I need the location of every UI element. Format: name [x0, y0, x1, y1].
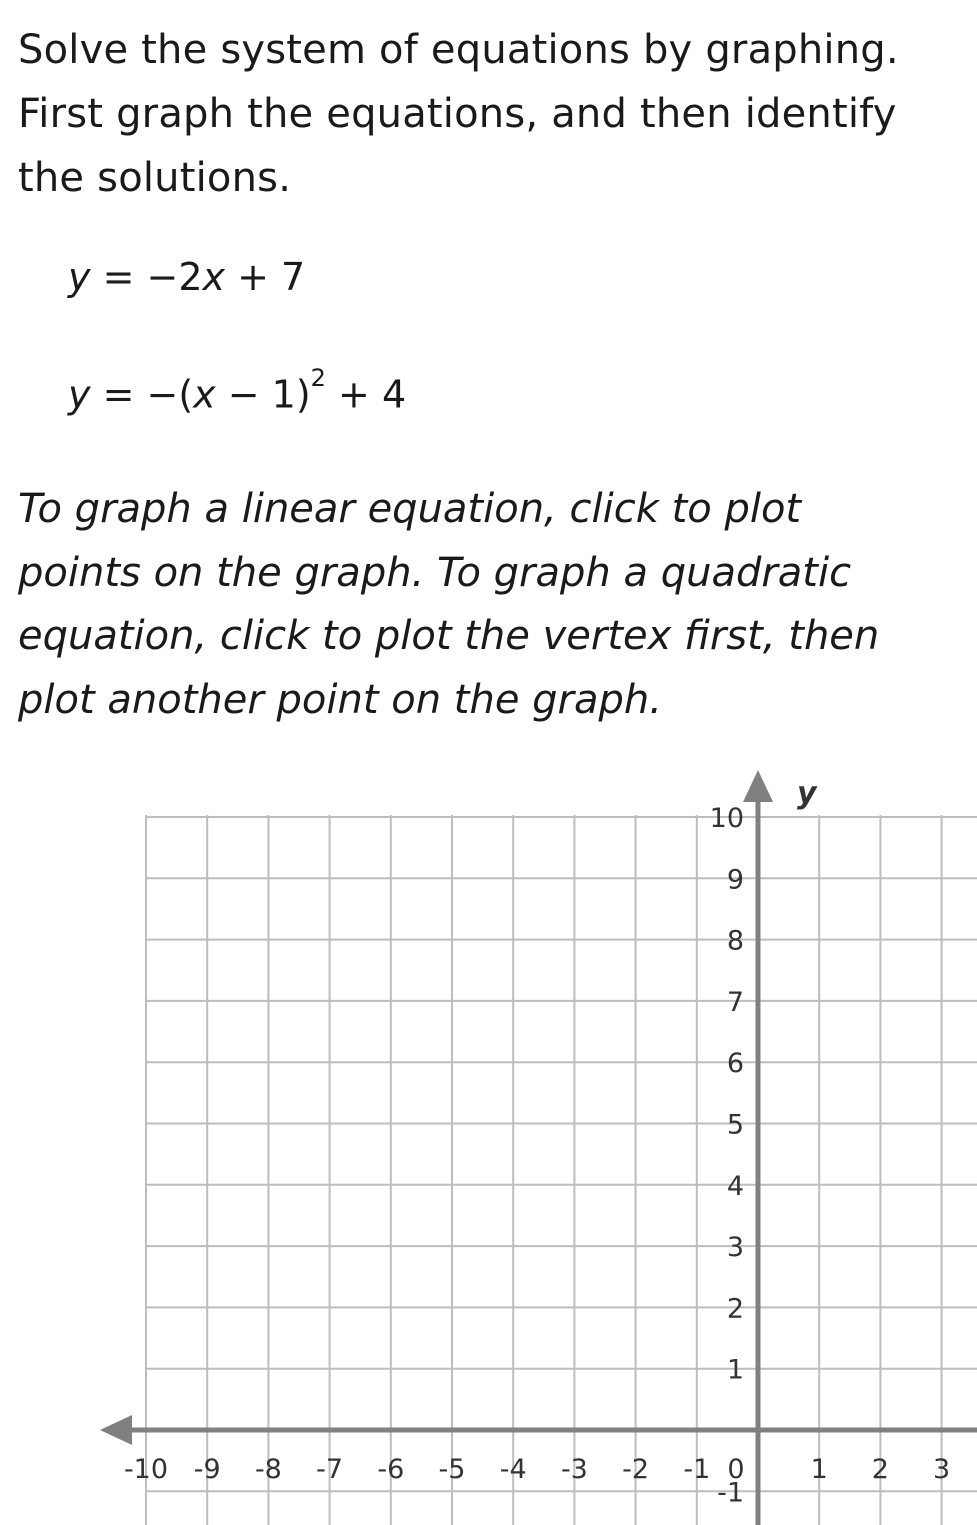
y-tick-label: 1 — [726, 1354, 744, 1386]
y-axis-label: y — [797, 776, 817, 811]
eq2-const: + 4 — [325, 372, 407, 417]
eq1-var: x — [202, 255, 226, 299]
x-tick-label: 1 — [810, 1454, 828, 1485]
eq2-close: − 1) — [215, 372, 311, 417]
y-tick-label: 3 — [726, 1232, 744, 1264]
x-tick-label: -5 — [438, 1454, 466, 1485]
y-tick-label: 10 — [709, 803, 744, 834]
x-tick-label: 3 — [933, 1454, 951, 1485]
x-tick-label: -1 — [683, 1454, 711, 1485]
equation-linear — [68, 255, 305, 299]
intro-line-3: the solutions. — [18, 155, 292, 201]
coordinate-graph[interactable] — [0, 760, 977, 1525]
tick-labels — [124, 803, 950, 1508]
eq1-const: + 7 — [225, 255, 306, 299]
grid-lines — [146, 815, 977, 1525]
eq2-lhs: y — [68, 372, 91, 417]
eq2-open: −( — [146, 372, 194, 417]
x-tick-label: -10 — [123, 1454, 169, 1485]
x-tick-label: -3 — [560, 1454, 588, 1485]
y-tick-label: 8 — [726, 925, 744, 957]
x-tick-label: -6 — [377, 1454, 405, 1485]
y-tick-label: -1 — [717, 1477, 744, 1509]
instructions-line-4: plot another point on the graph. — [18, 676, 662, 723]
y-tick-label: 9 — [726, 864, 744, 896]
intro-line-2: First graph the equations, and then identify — [18, 91, 897, 137]
eq2-equals: = — [90, 372, 147, 417]
axes — [100, 770, 977, 1525]
x-tick-label: -4 — [499, 1454, 527, 1485]
instructions-line-3: equation, click to plot the vertex first, then — [18, 613, 880, 659]
intro-line-1: Solve the system of equations by graphing. — [18, 27, 899, 73]
y-tick-label: 7 — [726, 986, 744, 1018]
eq2-var: x — [193, 372, 216, 417]
graphing-instructions — [18, 478, 968, 732]
equation-quadratic — [68, 364, 407, 417]
y-tick-label: 6 — [726, 1048, 744, 1080]
eq1-lhs: y — [68, 255, 91, 299]
x-tick-label: -8 — [254, 1454, 282, 1485]
x-tick-label: 0 — [727, 1454, 745, 1485]
y-axis-arrow-icon — [743, 770, 773, 802]
y-tick-label: 5 — [726, 1109, 744, 1141]
x-tick-label: -9 — [193, 1454, 221, 1485]
instructions-line-1: To graph a linear equation, click to plot — [18, 486, 802, 532]
eq2-exponent: 2 — [310, 364, 326, 392]
x-tick-label: -7 — [316, 1454, 344, 1485]
y-tick-label: 2 — [726, 1293, 744, 1325]
x-tick-label: -2 — [622, 1454, 650, 1485]
eq1-coef: −2 — [146, 255, 203, 299]
problem-intro — [18, 18, 968, 210]
eq1-equals: = — [90, 255, 147, 299]
x-axis-arrow-icon — [100, 1415, 132, 1445]
instructions-line-2: points on the graph. To graph a quadratic — [18, 549, 852, 596]
y-tick-label: 4 — [726, 1170, 744, 1202]
x-tick-label: 2 — [871, 1454, 889, 1485]
